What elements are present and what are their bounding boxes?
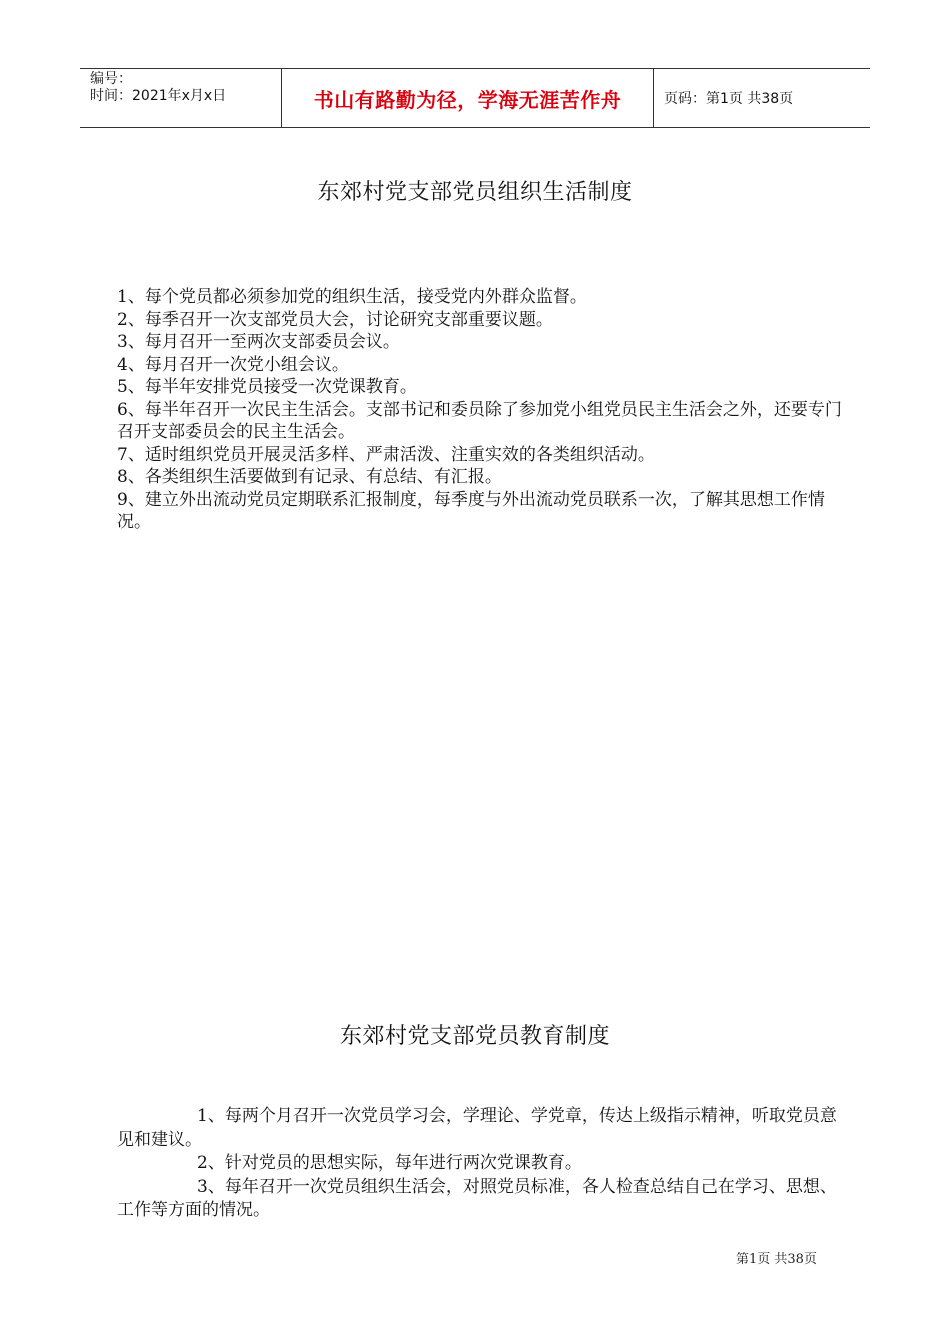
header-page-code: 页码：第1页 共38页 <box>664 91 794 107</box>
list-item: 7、适时组织党员开展灵活多样、严肃活泼、注重实效的各类组织活动。 <box>117 444 655 465</box>
list-item: 2、针对党员的思想实际，每年进行两次党课教育。 <box>197 1153 582 1173</box>
document-time-label: 时间：2021年x月x日 <box>90 88 227 104</box>
list-item: 1、每个党员都必须参加党的组织生活，接受党内外群众监督。 <box>117 287 587 307</box>
header-motto: 书山有路勤为径，学海无涯苦作舟 <box>282 69 654 127</box>
list-item: 9、建立外出流动党员定期联系汇报制度，每季度与外出流动党员联系一次，了解其思想工作情况。 <box>117 489 825 532</box>
section2-title: 东郊村党支部党员教育制度 <box>339 1024 610 1049</box>
document-number-label: 编号： <box>90 71 132 87</box>
section1-list <box>117 286 842 534</box>
list-item: 4、每月召开一次党小组会议。 <box>117 354 349 375</box>
page-footer-number: 第1页 共38页 <box>736 1252 817 1267</box>
page-header <box>80 68 870 128</box>
header-meta <box>80 69 282 127</box>
list-item: 6、每半年召开一次民主生活会。支部书记和委员除了参加党小组党员民主生活会之外，还要专门召开支部委员会的民主生活会。 <box>117 399 842 442</box>
list-item: 5、每半年安排党员接受一次党课教育。 <box>117 377 417 397</box>
list-item: 2、每季召开一次支部党员大会，讨论研究支部重要议题。 <box>117 309 553 330</box>
list-item: 3、每年召开一次党员组织生活会，对照党员标准，各人检查总结自己在学习、思想、工作等方面的情况。 <box>117 1176 837 1220</box>
section1-title: 东郊村党支部党员组织生活制度 <box>317 180 633 205</box>
list-item: 1、每两个月召开一次党员学习会，学理论、学党章，传达上级指示精神，听取党员意见和建议。 <box>117 1106 837 1150</box>
list-item: 8、各类组织生活要做到有记录、有总结、有汇报。 <box>117 467 502 487</box>
list-item: 3、每月召开一至两次支部委员会议。 <box>117 332 400 352</box>
section2-list <box>117 1105 842 1223</box>
